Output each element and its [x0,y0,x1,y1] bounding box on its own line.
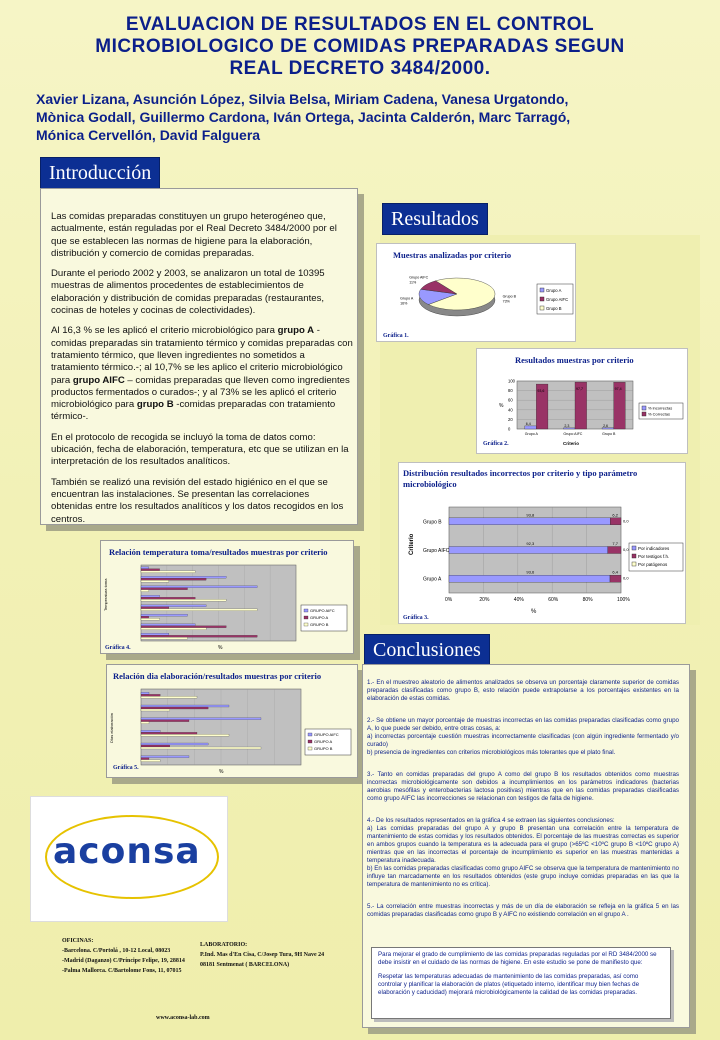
chart5-svg [107,679,357,775]
poster-title: EVALUACION DE RESULTADOS EN EL CONTROL MICROBIOLOGICO DE COMIDAS PREPARADAS SEGUN REAL DECRETO 3484/2000. [95,14,625,79]
chart4-panel [100,540,354,654]
intro-paragraph-1: Las comidas preparadas constituyen un grupo heterogéneo que, actualmente, están reguladas por el Real Decreto 3484/2000 por el que se establecen las normas de higiene para la elaboración, distribución y comercio de comidas preparadas. [51,211,337,259]
chart5-bar [141,707,208,709]
chart4-bar [141,571,195,573]
conclusions-text [367,671,679,933]
chart5-bar [141,758,149,760]
chart4-bar [141,586,257,588]
chart5-bar [141,730,160,732]
chart3-legend-label-2: Por testigos f.h. [638,554,670,559]
chart3-legend-swatch-1 [632,546,636,550]
conclusion-2: 2.- Se obtiene un mayor porcentaje de muestras incorrectas en las comidas preparadas clasificadas como grupo A, lo que puede ser debido, entre otras cosas, a: a) incorrectas porcentaje cuestión muestras incorrectamente clasificadas (con algún ingrediente fermentado y/o curado) b) presencia de ingredientes con criterios microbiológicos más tolerantes que el plato final. [367,717,679,756]
chart3-bar [610,575,621,582]
chart5-bar [141,734,229,736]
chart1-title: Muestras analizadas por criterio [393,250,512,260]
summary-paragraph-1: Para mejorar el grado de cumplimiento de las comidas preparadas reguladas por el RD 3484/2000 se debe insistir en el cuidado de las normas de higiene. En este estudio se pone de manifiesto que: [378,951,657,966]
chart5-title: Relación dia elaboración/resultados muestras por criterio [113,671,322,681]
chart5-bar [141,694,160,696]
chart3-data-label: 0,0 [623,518,629,524]
chart3-caption: Gráfica 3. [403,615,429,621]
chart1-slice-label-3: 73% [502,299,510,304]
conclusion-3: 3.- Tanto en comidas preparadas del grupo A como del grupo B los resultados obtenidos como muestras incorrectas microbiológicamente son debidos a incumplimientos en los parámetros indicadores (bacterias aerobias mesófilas y enterobacterias lactosa positivas) mientras que en las comidas preparadas clasificadas como grupo AIFC las incorrecciones se relacionan con testigos de falta de higiene. [367,771,679,802]
chart2-ytick-label: 100 [508,378,515,384]
chart4-legend-label-2: GRUPO A [310,615,329,620]
chart3-data-label: 0,0 [623,575,629,581]
chart1-pie [400,276,516,316]
chart5-bar [141,747,261,749]
chart4-bar [141,567,149,569]
chart2-legend-label-2: % Correctas [648,411,671,417]
chart1-caption: Gráfica 1. [383,333,409,339]
office-address-3: -Palma Mallorca. C/Bartolome Fons, 11, 07015 [62,968,182,974]
chart2-ylabel: % [499,403,504,409]
chart4-bar [141,578,206,580]
chart4-bar [141,588,188,590]
chart4-legend-label-3: GRUPO B [310,622,329,627]
chart2-data-label: 97,7 [576,387,583,392]
chart4-bar [141,595,160,597]
section-heading-conclusions: Conclusiones [364,634,490,666]
chart4-svg [101,555,353,651]
chart4-legend-label-1: GRUPO AIFC [310,608,335,613]
chart4-bar [141,609,257,611]
chart5-bar [141,720,189,722]
chart5-legend-label-1: GRUPO AIFC [314,732,339,737]
chart2-xtick-label: Grupo B [602,432,616,436]
chart5-legend-swatch-2 [308,740,312,743]
chart3-ytick-label: Grupo AIFC [423,548,450,554]
chart3-data-label: 93,8 [526,512,535,518]
conclusion-4: 4.- De los resultados representados en la gráfica 4 se extraen las siguientes conclusiones: a) Las comidas preparadas del grupo A y grupo B presentan una correlación entre la temperatura de mantenimiento de estas comidas y los resultados obtenidos. El porcentaje de las muestras correctas es superior en ambos grupos cuando la temperatura es la adecuada para el grupo (>65ºC <10ºC grupo B <10ºC grupo A) mientras que en las incorrectas el porcentaje de incumplimiento es superior en las muestras mantenidas a temperatura inadecuada. b) En las comidas preparadas clasificadas como grupo AIFC se observa que la temperatura de mantenimiento no influye tan marcadamente en los resultados obtenidos (este grupo incluye comidas preparadas en las que la temperatura de mantenimiento no es crítica). [367,817,679,888]
chart5-yaxis-label: Días elaboración [109,712,114,743]
chart1-legend-swatch-3 [540,306,544,310]
chart5-bar [141,722,149,724]
chart3-title: Distribución resultados incorrectos por criterio y tipo parámetro microbiológico [403,468,638,489]
chart3-data-label: 7,7 [612,541,618,546]
chart3-bar [610,518,621,525]
chart5-legend-swatch-1 [308,733,312,736]
chart2-legend-swatch-2 [642,412,646,416]
chart3-xtick-label: 0% [445,597,453,603]
chart4-legend-swatch-3 [304,623,308,626]
chart1-legend-swatch-1 [540,288,544,292]
chart3-legend-swatch-2 [632,554,636,558]
chart4-legend-swatch-2 [304,616,308,619]
chart2-legend-swatch-1 [642,406,646,410]
chart1-slice-label-1: Grupo A [400,296,414,301]
chart2-svg [477,365,687,453]
chart5-bar [141,745,170,747]
website-link[interactable]: www.aconsa-lab.com [156,1015,210,1021]
chart5-legend-label-2: GRUPO A [314,739,333,744]
intro-paragraph-5: También se realizó una revisión del estado higiénico en el que se encuentran las instalaciones. Se presentan las correlaciones obtenidas entre los resultados analíticos y los datos recogidos en los centros. [51,476,344,525]
chart4-bar [141,607,169,609]
chart5-caption: Gráfica 5. [113,765,139,771]
section-heading-intro: Introducción [40,157,160,189]
chart1-legend-swatch-2 [540,297,544,301]
authors-list: Xavier Lizana, Asunción López, Silvia Belsa, Miriam Cadena, Vanesa Urgatondo, Mònica Godall, Guillermo Cardona, Iván Ortega, Jacinta Calderón, Marc Tarragó, Mónica Cervellón, David Falguera [36,91,571,143]
chart2-card [476,348,688,454]
chart4-bar [141,569,160,571]
chart5-bar [141,696,197,698]
chart5-bar [141,743,208,745]
conclusion-1: 1.- En el muestreo aleatorio de alimentos analizados se observa un porcentaje claramente superior de comidas preparadas clasificadas como grupo B, esto relación puede extrapolarse a los porcentajes existentes en la elaboración de estas comidas. [367,679,679,702]
lab-block [200,940,370,970]
summary-paragraph-2: Respetar las temperaturas adecuadas de mantenimiento de las comidas preparadas, así como controlar y planificar la elaboración de platos (etiquetado interno, identificar muy bien fechas de elaboración y caducidad) mejorará microbiológicamente la calidad de las comidas preparadas. [378,973,640,996]
chart3-ylabel: Criterio [409,533,415,555]
chart4-bar [141,597,195,599]
chart4-bar [141,633,169,635]
chart3-data-label: 93,6 [526,569,535,575]
chart2-bar [525,426,537,429]
chart4-title: Relación temperatura toma/resultados muestras por criterio [109,547,328,557]
chart3-bar [449,547,608,554]
chart4-bar [141,576,226,578]
chart2-legend-label-1: % incorrectas [648,405,673,411]
chart4-bar [141,599,226,601]
chart4-bar [141,616,149,618]
offices-block [62,936,212,976]
chart2-data-label: 2,6 [603,423,609,428]
chart3-card [398,462,686,624]
intro-text [51,211,353,534]
chart3-data-label: 0,0 [623,547,629,552]
chart5-xlabel: % [219,769,224,775]
lab-title: LABORATORIO: [200,942,248,948]
chart3-xtick-label: 60% [548,597,559,603]
chart3-legend-label-1: Por indicadores [638,546,670,551]
chart3-legend-swatch-3 [632,562,636,566]
chart3-ytick-label: Grupo A [423,576,442,583]
chart3-ytick-label: Grupo B [423,519,442,526]
chart2-caption: Gráfica 2. [483,441,509,447]
office-address-2: -Madrid (Daganzo) C/Príncipe Felipe, 19, 28814 [62,958,185,964]
chart5-bar [141,732,197,734]
chart3-svg [399,497,685,623]
chart3-xtick-label: 20% [479,597,490,603]
chart5-bar [141,718,261,720]
chart1-legend-label-2: Grupo AIFC [546,297,569,302]
chart4-bar [141,624,195,626]
chart4-xlabel: % [218,645,223,651]
chart4-bar [141,618,160,620]
chart4-bar [141,637,188,639]
chart3-data-label: 6,4 [612,569,618,575]
conclusions-panel [362,664,690,1028]
offices-title: OFICINAS: [62,938,94,944]
chart3-bar [449,518,610,525]
office-address-1: -Barcelona. C/Portolá , 10-12 Local, 08023 [62,948,171,954]
chart3-xlabel: % [531,609,537,615]
chart2-xtick-label: Grupo A [524,432,538,436]
lab-address-line-1: P.Ind. Mas d'En Cisa, C/Josep Tura, 9H Nave 24 [200,952,325,958]
chart5-legend-swatch-3 [308,747,312,750]
chart2-bar [563,428,575,429]
intro-paragraph-4: En el protocolo de recogida se incluyó la toma de datos como: ubicación, fecha de elaboración, temperatura, etc que se utilizan en la interpretación de los resultados analíticos. [51,431,349,468]
chart4-caption: Gráfica 4. [105,645,131,651]
chart3-data-label: 92,3 [526,541,535,546]
chart5-bar [141,709,170,711]
chart2-ytick-label: 0 [508,426,511,432]
chart3-bar [449,575,610,582]
chart2-data-label: 93,6 [537,389,545,394]
chart4-bar [141,626,226,628]
lab-address-line-2: 08181 Sentmenat ( BARCELONA) [200,962,290,968]
chart3-data-label: 6,2 [612,512,618,518]
intro-paragraph-3: Al 16,3 % se les aplicó el criterio microbiológico para grupo A - comidas preparadas sin tratamiento térmico y comidas preparadas con tratamiento térmico, que lleven ingredientes no sometidos a tratamiento térmico.-; al 10,7% se les aplico el criterio microbiológico para grupo AIFC – comidas preparadas que lleven como ingredientes productos fermentados o curados-; y al 73% se les aplicó el criterio microbiológico para grupo B -comidas preparadas con tratamiento térmico-. [51,325,353,423]
conclusion-5: 5.- La correlación entre muestras incorrectas y más de un día de elaboración se refleja en la gráfica 5 en las comidas preparadas clasificadas como grupo B y AIFC no existiendo correlación en el grupo A . [367,903,679,918]
chart1-card [376,243,576,342]
chart4-bar [141,580,169,582]
aconsa-logo: aconsa [53,831,201,872]
chart5-legend-label-3: GRUPO B [314,746,333,751]
chart4-bar [141,628,206,630]
chart1-slice-label-1: 16% [400,301,408,306]
chart1-svg [377,262,575,342]
chart2-title: Resultados muestras por criterio [515,355,634,365]
chart4-yaxis-label: Temperatura toma [103,578,108,611]
chart3-xtick-label: 100% [617,597,630,603]
chart4-legend-swatch-1 [304,609,308,612]
section-heading-results: Resultados [382,203,488,235]
chart2-xtick-label: Grupo AIFC [563,432,583,436]
chart2-data-label: 2,3 [564,423,570,428]
chart2-data-label: 97,4 [614,387,622,392]
chart2-bar [602,428,614,429]
chart5-bar [141,760,160,762]
chart4-bar [141,635,257,637]
chart2-ytick-label: 20 [508,416,513,422]
chart3-xtick-label: 80% [582,597,593,603]
chart5-bar [141,705,229,707]
chart2-ytick-label: 80 [508,388,513,394]
chart1-legend-label-1: Grupo A [546,288,562,293]
chart2-data-label: 6,4 [525,421,531,426]
chart2-ytick-label: 60 [508,397,513,403]
chart4-bar [141,605,206,607]
chart1-slice-label-3: Grupo B [502,294,516,299]
summary-text [372,948,670,1006]
chart2-ytick-label: 40 [508,407,513,413]
summary-box [371,947,671,1019]
chart3-legend-label-3: Por patógenos [638,562,668,567]
chart1-slice-label-2: Grupo AIFC [409,275,429,280]
chart5-bar [141,692,149,694]
chart1-slice-label-2: 11% [409,280,417,285]
chart5-panel [106,664,358,778]
intro-panel [40,188,358,525]
chart5-bar [141,756,189,758]
chart3-bar [608,547,621,554]
chart4-bar [141,614,188,616]
chart3-xtick-label: 40% [513,597,524,603]
logo-area [30,796,228,922]
chart2-xlabel: Criterio [563,441,580,446]
chart1-legend-label-3: Grupo B [546,306,562,311]
chart4-bar [141,590,149,592]
intro-paragraph-2: Durante el periodo 2002 y 2003, se analizaron un total de 10395 muestras de alimentos procedentes de establecimientos de elaboración y distribución de comidas preparadas (restaurantes, cocinas de hoteles y cocinas de colectividades). [51,268,325,317]
